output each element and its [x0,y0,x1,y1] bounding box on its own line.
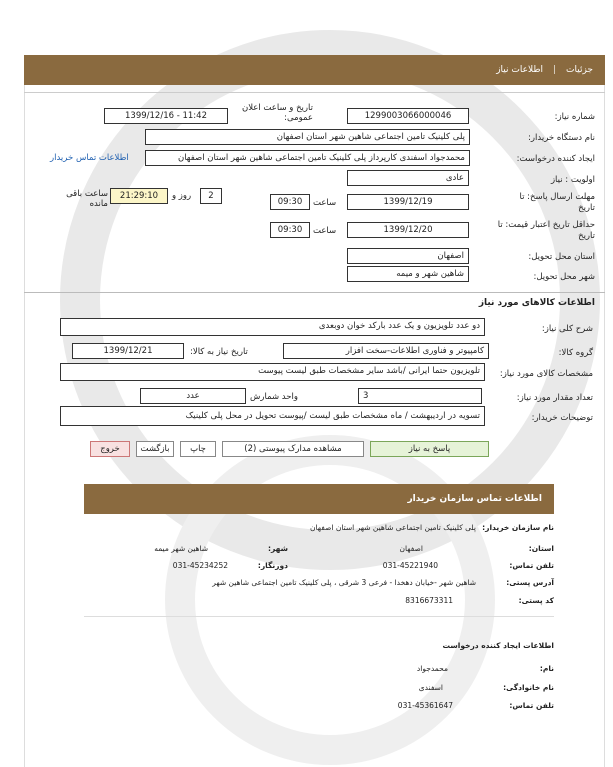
need-date-field: 1399/12/21 [72,343,184,359]
creator-phone-label: تلفن تماس: [509,701,554,710]
notes-label: توضیحات خریدار: [531,413,593,423]
buyer-org-label: نام دستگاه خریدار: [528,133,595,143]
contact-postal-label: کد پستی: [518,596,554,605]
days-label: روز و [172,191,192,201]
group-field: کامپیوتر و فناوری اطلاعات-سخت افزار [283,343,489,359]
contact-address-value: شاهین شهر -خیابان دهخدا - فرعی 3 شرقی ، پلی کلینیک تامین اجتماعی شاهین شهر [212,578,476,587]
back-button[interactable]: بازگشت [136,441,174,457]
summary-label: شرح کلی نیاز: [541,324,593,334]
creator-info-title: اطلاعات ایجاد کننده درخواست [442,641,554,650]
unit-field: عدد [140,388,246,404]
need-date-label: تاریخ نیاز به کالا: [190,347,248,357]
contact-city-value: شاهین شهر میمه [154,544,208,553]
contact-postal-value: 8316673311 [405,596,453,605]
creator-name-label: نام: [539,664,554,673]
contact-city-label: شهر: [268,544,288,553]
group-label: گروه کالا: [558,348,593,358]
goods-section-title: اطلاعات کالاهای مورد نیاز [478,298,595,308]
province-label: استان محل تحویل: [528,252,595,262]
need-number-label: شماره نیاز: [554,112,595,122]
creator-label: ایجاد کننده درخواست: [516,154,595,164]
spec-field: تلویزیون حتما ایرانی /باشد سایر مشخصات طبق لیست پیوست [60,363,485,381]
contact-org-value: پلی کلینیک تامین اجتماعی شاهین شهر استان اصفهان [309,523,476,532]
announce-label: تاریخ و ساعت اعلان عمومی: [241,103,313,123]
priority-label: اولویت : نیاز [550,175,595,185]
breadcrumb [24,55,605,85]
breadcrumb-details[interactable]: جزئیات [566,65,593,75]
remaining-time-field: 21:29:10 [110,188,168,204]
contact-province-label: استان: [528,544,554,553]
exit-button[interactable]: خروج [90,441,130,457]
deadline-time-label: ساعت [313,198,337,208]
creator-family-label: نام خانوادگی: [503,683,554,692]
creator-field: محمدجواد اسفندی کارپرداز پلی کلینیک تامین اجتماعی شاهین شهر استان اصفهان [145,150,470,166]
attachments-button[interactable]: مشاهده مدارک پیوستی (2) [222,441,364,457]
spec-label: مشخصات کالای مورد نیاز: [499,369,593,379]
creator-name-value: محمدجواد [416,664,448,673]
contact-phone-label: تلفن تماس: [509,561,554,570]
deadline-time-field: 09:30 [270,194,310,210]
days-field: 2 [200,188,222,204]
contact-fax-label: دورنگار: [257,561,288,570]
contact-address-label: آدرس پستی: [506,578,554,587]
breadcrumb-separator: | [552,65,557,75]
city-label: شهر محل تحویل: [533,272,595,282]
summary-field: دو عدد تلویزیون و یک عدد بارکد خوان دوبعدی [60,318,485,336]
creator-phone-value: 031-45361647 [397,701,453,710]
divider [84,616,554,617]
validity-time-label: ساعت [313,226,337,236]
buyer-contact-link[interactable]: اطلاعات تماس خریدار [50,153,129,163]
validity-time-field: 09:30 [270,222,310,238]
priority-field: عادی [347,170,469,186]
deadline-label: مهلت ارسال پاسخ: تا تاریخ [519,192,595,213]
contact-fax-value: 031-45234252 [172,561,228,570]
remaining-label: ساعت باقی مانده [66,189,108,209]
qty-field: 3 [358,388,482,404]
validity-label: حداقل تاریخ اعتبار قیمت: تا تاریخ [497,220,595,241]
reply-button[interactable]: پاسخ به نیاز [370,441,489,457]
print-button[interactable]: چاپ [180,441,216,457]
notes-field: تسویه در اردیبهشت / ماه مشخصات طبق لیست /پیوست تحویل در محل پلی کلینیک [60,406,485,426]
province-field: اصفهان [347,248,469,264]
validity-date-field: 1399/12/20 [347,222,469,238]
breadcrumb-info[interactable]: اطلاعات نیاز [496,65,543,75]
divider [24,292,605,293]
announce-field: 1399/12/16 - 11:42 [104,108,228,124]
buyer-org-field: پلی کلینیک تامین اجتماعی شاهین شهر استان اصفهان [145,129,470,145]
contact-section-header: اطلاعات تماس سازمان خریدار [84,484,554,514]
contact-phone-value: 031-45221940 [382,561,438,570]
contact-org-label: نام سازمان خریدار: [482,523,554,532]
deadline-date-field: 1399/12/19 [347,194,469,210]
creator-family-value: اسفندی [418,683,443,692]
city-field: شاهین شهر و میمه [347,266,469,282]
contact-province-value: اصفهان [399,544,423,553]
unit-label: واحد شمارش [250,392,298,402]
need-number-field: 1299003066000046 [347,108,469,124]
qty-label: تعداد مقدار مورد نیاز: [516,393,593,403]
